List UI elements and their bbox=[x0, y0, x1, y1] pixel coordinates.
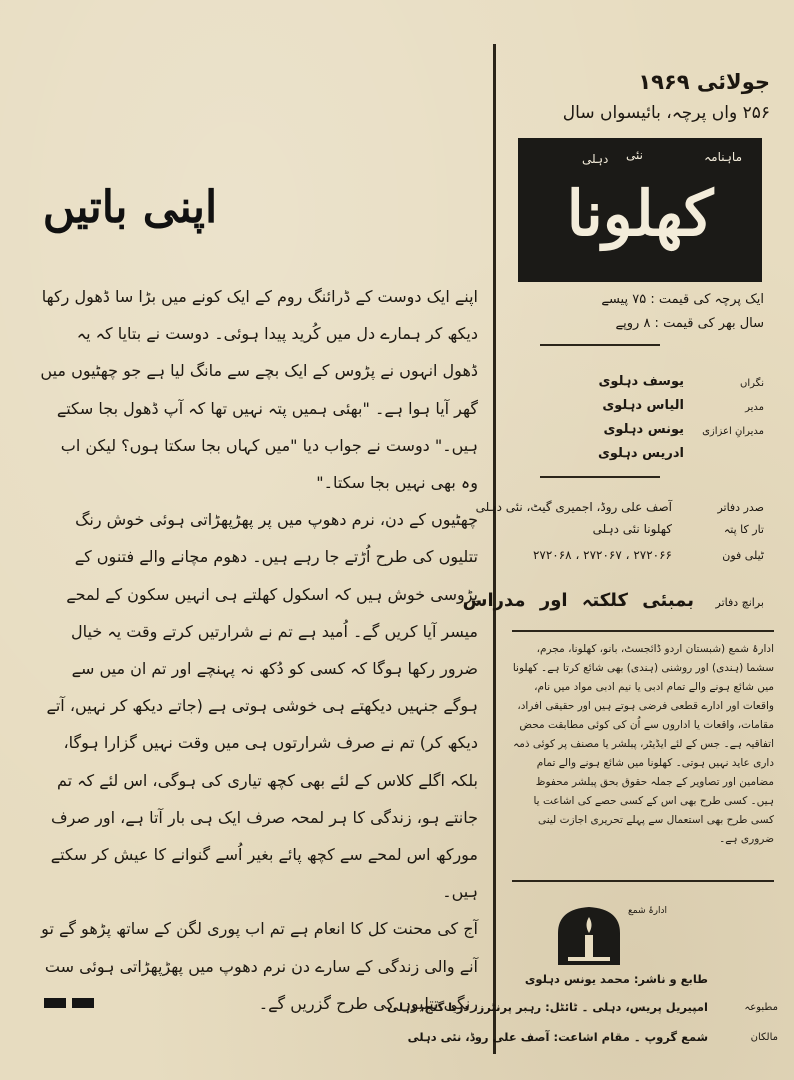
legal-notice: ادارۂ شمع (شبستان اردو ڈائجسٹ، بانو، کھلونا، مجرم، سشما (ہندی) اور روشنی (ہندی) بھی شائع کرتا ہے۔ کھلونا میں شائع ہونے والے تمام ادبی یا نیم ادبی مواد میں نام، واقعات اور ادارے قطعی فرضی ہوتے ہیں اور حقیقی افراد، مقامات، واقعات یا اداروں سے اُن کی کوئی مطابقت محض اتفاقیہ ہے۔ جس کے لئے ایڈیٹر، پبلشر یا مصنف پر کوئی ذمہ داری عاید نہیں ہوتی۔ کھلونا میں شائع ہونے والے تمام مضامین اور تصاویر کے جملہ حقوق بحق پبلشر محفوظ ہیں۔ کسی طرح بھی اس کے کسی حصے کی اشاعت یا کسی طرح بھی استعمال سے پہلے تحریری اجازت لینی ضروری ہے۔ bbox=[512, 643, 774, 845]
masthead-title: کھلونا bbox=[566, 177, 714, 250]
staff-role: مدیرانِ اعزازی bbox=[702, 426, 764, 437]
price-annual-label: سال بھر کی قیمت bbox=[663, 316, 764, 331]
imprint-value: طابع و ناشر: محمد یونس دہلوی bbox=[524, 972, 708, 986]
editorial-heading: اپنی باتیں bbox=[42, 182, 218, 233]
shama-logo-icon bbox=[552, 903, 626, 967]
staff-row bbox=[520, 422, 764, 444]
masthead-prefix: ماہنامہ bbox=[704, 150, 742, 164]
branch-offices-value: بمبئی کلکتہ اور مدراس bbox=[462, 590, 694, 611]
price-annual: سال بھر کی قیمت : ۸ روپے bbox=[615, 316, 764, 331]
office-phone-value: ۲۷۲۰۶۶ ، ۲۷۲۰۶۷ ، ۲۷۲۰۶۸ bbox=[532, 548, 672, 562]
office-telegram bbox=[520, 522, 764, 542]
staff-name: الیاس دہلوی bbox=[602, 398, 684, 413]
staff-role: مدیر bbox=[745, 402, 764, 413]
masthead-city: دہلی bbox=[582, 152, 609, 166]
masthead bbox=[518, 138, 762, 282]
issue-number-line: ۲۵۶ واں پرچہ، بائیسواں سال bbox=[562, 103, 770, 123]
staff-role: نگراں bbox=[740, 378, 764, 389]
rule-divider bbox=[512, 880, 774, 882]
imprint-label: مطبوعہ bbox=[744, 1002, 778, 1013]
editorial-body bbox=[40, 278, 478, 1022]
branch-offices bbox=[462, 590, 764, 620]
office-telegram-label: تار کا پتہ bbox=[723, 523, 764, 536]
staff-name: ادریس دہلوی bbox=[597, 446, 684, 461]
staff-row bbox=[520, 398, 764, 420]
price-single-value: ۷۵ پیسے bbox=[601, 292, 647, 307]
end-mark-icon bbox=[44, 993, 100, 1003]
price-single: ایک پرچہ کی قیمت : ۷۵ پیسے bbox=[601, 292, 764, 307]
imprint-line bbox=[407, 1030, 778, 1050]
imprint-label: مالکان bbox=[750, 1032, 778, 1043]
rule-divider bbox=[540, 344, 660, 346]
imprint-value: شمع گروپ ۔ مقام اشاعت: آصف علی روڈ، نئی دہلی bbox=[407, 1030, 708, 1044]
imprint-value: امپیریل پریس، دہلی ۔ ٹائٹل: رہبر پرنٹرز، دریا گنج، دہلی bbox=[387, 1000, 708, 1014]
staff-name: یوسف دہلوی bbox=[598, 374, 684, 389]
issue-date: جولائی ۱۹۶۹ bbox=[638, 70, 770, 94]
staff-name: یونس دہلوی bbox=[603, 422, 684, 437]
price-single-label: ایک پرچہ کی قیمت bbox=[658, 292, 764, 307]
editorial-paragraph-1: اپنے ایک دوست کے ڈرائنگ روم کے ایک کونے میں بڑا سا ڈھول رکھا دیکھ کر ہمارے دل میں کُرید پیدا ہوئی۔ دوست نے بتایا کہ یہ ڈھول انہوں نے پڑوس کے ایک بچے سے مانگ لیا ہے جو چھٹیوں میں گھر آیا ہوا ہے۔ "بھئی ہمیں پتہ نہیں تھا کہ آپ ڈھول بجا سکتے ہیں۔" دوست نے جواب دیا "میں کہاں بجا سکتا ہوں؟ لیکن اب وہ بھی نہیں بجا سکتا۔" bbox=[40, 287, 478, 493]
price-annual-value: ۸ روپے bbox=[615, 316, 651, 331]
imprint-line bbox=[508, 972, 778, 992]
rule-divider bbox=[540, 476, 660, 478]
rule-divider bbox=[512, 630, 774, 632]
staff-row bbox=[520, 374, 764, 396]
masthead-new: نئی bbox=[626, 148, 643, 162]
office-address bbox=[475, 500, 764, 520]
office-address-value: آصف علی روڈ، اجمیری گیٹ، نئی دہلی bbox=[475, 500, 672, 514]
editorial-paragraph-3: آج کی محنت کل کا انعام ہے تم اب پوری لگن کے ساتھ پڑھو گے تو آنے والی زندگی کے سارے دن نرم دھوپ میں پھڑپھڑاتی ہوئی ست رنگی تتلیوں کی طرح گزریں گے۔ bbox=[41, 919, 478, 1013]
office-phone bbox=[520, 548, 764, 568]
column-divider bbox=[493, 44, 496, 1054]
office-telegram-value: کھلونا نئی دہلی bbox=[592, 522, 672, 536]
office-phone-label: ٹیلی فون bbox=[722, 549, 764, 562]
staff-row bbox=[520, 446, 764, 468]
office-address-label: صدر دفاتر bbox=[717, 501, 764, 514]
imprint-line bbox=[387, 1000, 778, 1020]
logo-label: ادارۂ شمع bbox=[628, 906, 668, 916]
editorial-paragraph-2: چھٹیوں کے دن، نرم دھوپ میں پر پھڑپھڑاتی ہوئی خوش رنگ تتلیوں کی طرح اُڑتے جا رہے ہیں۔ دھوم مچانے والے فتنوں کے پڑوسی خوش ہیں کہ اسکول کھلتے ہی انہیں سکون کے لمحے میسر آیا کریں گے۔ اُمید ہے تم نے شرارتیں کرتے وقت یہ خیال ضرور رکھا ہوگا کہ کسی کو دُکھ نہ پہنچے اور تم ان میں سے ہوگے جنہیں دیکھتے ہی خوشی ہوتی ہے (جاتے دیکھ کر نہیں، آتے دیکھ کر) تم نے صرف شرارتوں ہی میں وقت نہیں گزارا ہوگا، بلکہ اگلے کلاس کے لئے بھی کچھ تیاری کی ہوگی، اس لئے کہ تم جانتے ہو، زندگی کا ہر لمحہ صرف ایک ہی بار آتا ہے، اور صرف مورکھ اس لمحے سے کچھ پائے بغیر اُسے گنوانے کا عیش کر سکتے ہیں۔ bbox=[46, 510, 478, 902]
branch-offices-label: برانچ دفاتر bbox=[715, 596, 764, 609]
